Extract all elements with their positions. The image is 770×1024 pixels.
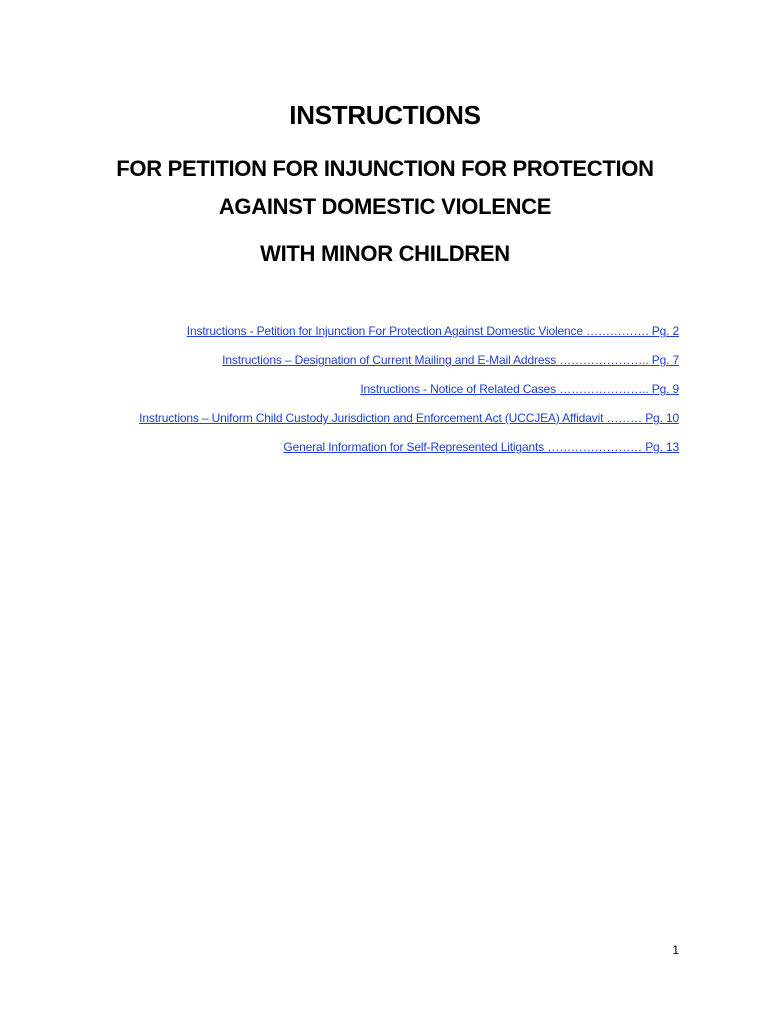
toc-item xyxy=(139,409,679,438)
document-title: INSTRUCTIONS xyxy=(289,100,481,130)
toc-item xyxy=(139,380,679,409)
toc-item xyxy=(139,351,679,380)
document-subtitle-line-1: FOR PETITION FOR INJUNCTION FOR PROTECTION xyxy=(116,156,654,181)
toc-link-designation-mailing-address[interactable]: Instructions – Designation of Current Mailing and E-Mail Address ………………….. Pg. 7 xyxy=(222,353,679,367)
toc-link-petition-instructions[interactable]: Instructions - Petition for Injunction For Protection Against Domestic Violence ……………. Pg. 2 xyxy=(186,324,679,338)
toc-item xyxy=(139,438,679,467)
document-subtitle-line-3: WITH MINOR CHILDREN xyxy=(260,241,510,266)
toc-item xyxy=(139,322,679,351)
toc-link-general-information[interactable]: General Information for Self-Represented Litigants …………………… Pg. 13 xyxy=(283,440,679,454)
toc-link-uccjea-affidavit[interactable]: Instructions – Uniform Child Custody Jurisdiction and Enforcement Act (UCCJEA) Affidavit ……… Pg. 10 xyxy=(139,411,679,425)
document-subtitle-line-2: AGAINST DOMESTIC VIOLENCE xyxy=(218,194,552,219)
table-of-contents xyxy=(139,322,679,467)
page-number: 1 xyxy=(672,943,679,957)
toc-link-notice-related-cases[interactable]: Instructions - Notice of Related Cases ………………….. Pg. 9 xyxy=(360,382,679,396)
